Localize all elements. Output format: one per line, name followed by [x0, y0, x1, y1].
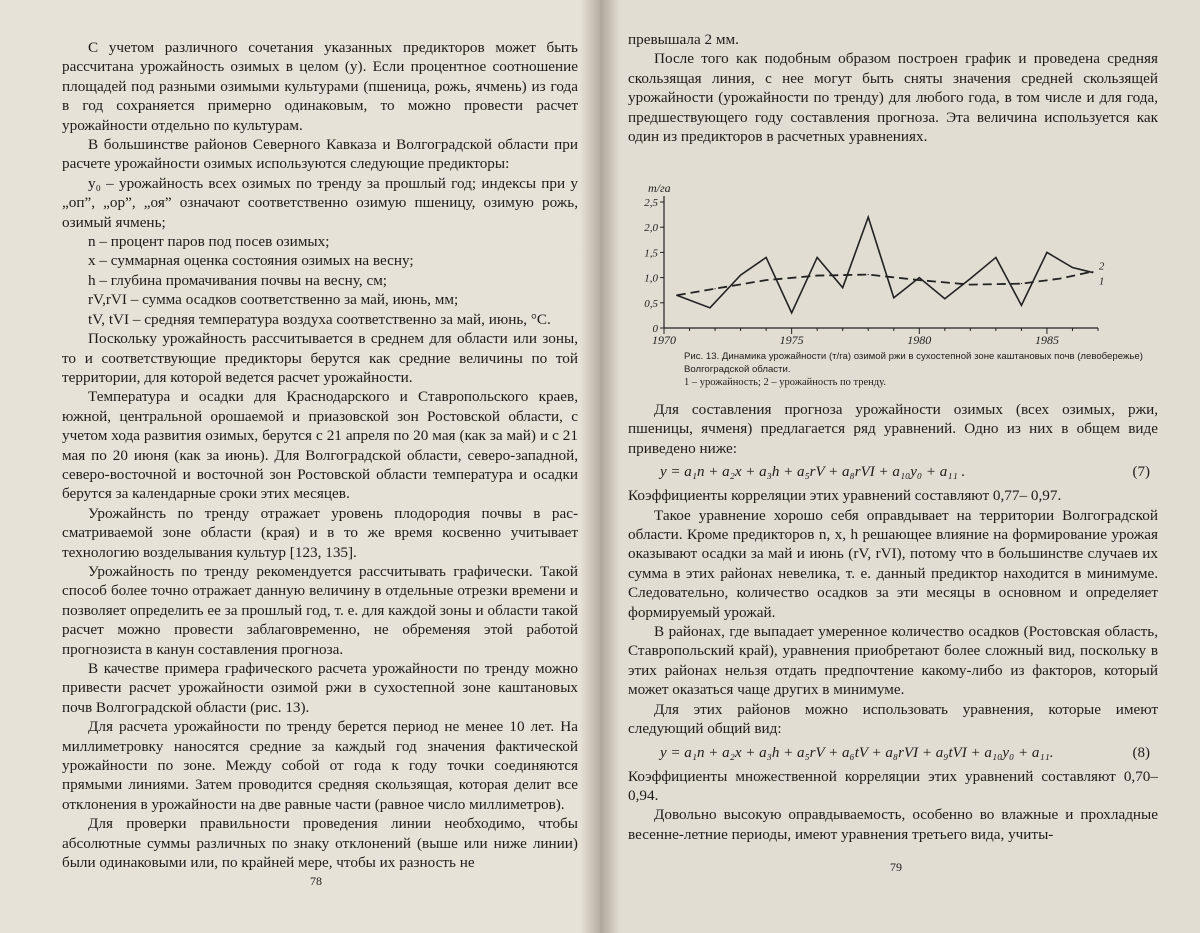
- x-tick-label: 1975: [779, 333, 804, 347]
- data-point: [919, 277, 920, 278]
- paragraph: Для этих районов можно использовать уравнения, которые имеют следующий общий вид:: [628, 700, 1158, 738]
- right-page-top-body: [628, 30, 1158, 146]
- data-point: [676, 295, 677, 296]
- paragraph: В районах, где выпадает умеренное количество осадков (Ростовская область, Ставропольский край), уравнения приобретают более сложный вид, поскольку в этих районах нельзя отдать предпочтение какому-либо из факторов, который может оказаться чаще других в минимуме.: [628, 623, 1158, 699]
- data-point: [1072, 267, 1073, 268]
- book-gutter: [580, 0, 620, 933]
- data-point: [766, 257, 767, 258]
- paragraph: После того как подобным образом построен график и проведена средняя скользящая линия, с нее могут быть сняты значения средней скользящей урожайности (урожайности по тренду) для любого года, в том числе и для года, предшествующего году составления прогноза. Эта величина используется как один из предикторов в расчетных уравнениях.: [628, 50, 1158, 146]
- data-point: [1092, 271, 1093, 272]
- data-point: [842, 287, 843, 288]
- caption-legend: 1 – урожайность; 2 – урожайность по тренду.: [684, 377, 886, 388]
- formula-7-expression: y = a₁n + a₂x + a₃h + a₅rV + a₈rVI + a₁₀y₀ + a₁₁ .: [660, 464, 966, 481]
- data-point: [970, 278, 971, 279]
- data-point: [1021, 305, 1022, 306]
- paragraph: Поскольку урожайность рассчитывается в среднем для области или зоны, то и соответствующие предикторы берутся как средние величины по той территории, для которой ведется расчет урожайности.: [62, 330, 578, 386]
- data-point: [709, 307, 710, 308]
- data-point: [868, 274, 869, 275]
- paragraph: В большинстве районов Северного Кавказа и Волгоградской области при расчете урожайности озимых используются следующие предикторы:: [62, 136, 578, 173]
- data-point: [791, 312, 792, 313]
- paragraph: превышала 2 мм.: [628, 31, 739, 48]
- left-page-body: [62, 38, 578, 872]
- y-tick-label: 0: [652, 323, 658, 335]
- data-point: [944, 298, 945, 299]
- data-point: [740, 274, 741, 275]
- data-point: [970, 284, 971, 285]
- paragraph: Такое уравнение хорошо себя оправдывает на территории Волгоградской области. Кроме предикторов n, x, h решающее влияние на формирование урожая оказывают осадки за май и июнь (rV, rVI), потому что в большинстве случаев их сумма в этих районах невелика, т. е. данный предиктор находится в минимуме. Следовательно, количество осадков за эти месяцы в основном и определяет формируемый урожай.: [628, 506, 1158, 621]
- data-point: [817, 257, 818, 258]
- paragraph: Коэффициенты множественной корреляции этих уравнений составляют 0,70– 0,94.: [628, 767, 1158, 804]
- yield-chart: [628, 180, 1148, 350]
- paragraph: Для составления прогноза урожайности озимых (всех озимых, ржи, пшеницы, ячменя) предлагается ряд уравнений. Одно из них в общем виде приведено ниже:: [628, 401, 1158, 457]
- predictor-item: h – глубина промачивания почвы на весну, см;: [88, 271, 388, 289]
- right-page-lower-body: [628, 400, 1158, 844]
- y-tick-label: 1,5: [644, 247, 658, 260]
- paragraph: Урожайнсть по тренду отражает уровень плодородия почвы в рассматриваемой зоне области (края) и в то же время косвенно учитывает технологию возделывания культур [123, 135].: [62, 504, 578, 561]
- data-point: [714, 288, 715, 289]
- data-point: [893, 297, 894, 298]
- data-point: [817, 275, 818, 276]
- formula-8-number: (8): [1132, 744, 1150, 761]
- predictor-item: y₀ – урожайность всех озимых по тренду за прошлый год; индексы при y „оп”, „ор”, „оя” означают соответственно озимую пшеницу, озимую рожь, озимый ячмень;: [62, 174, 578, 231]
- y-tick-label: 1,0: [644, 272, 658, 285]
- paragraph: Для расчета урожайности по тренду берется период не менее 10 лет. На миллиметровку наносятся средние за каждый год значения фактической урожайности по зоне. Между собой от года к году точки соединяются прямыми линиями. Затем проводится средняя скользящая, которая делит все отклонения в урожайности на две равные части (равное число миллиметров).: [62, 718, 578, 813]
- chart-series-group: [676, 217, 1093, 314]
- predictor-item: rV,rVI – сумма осадков соответственно за май, июнь, мм;: [88, 291, 459, 309]
- predictor-item: tV, tVI – средняя температура воздуха соответственно за май, июнь, °С.: [88, 310, 551, 328]
- chart-labels: [644, 181, 1105, 347]
- paragraph: С учетом различного сочетания указанных предикторов может быть рассчитана урожайность озимых в целом (y). Если процентное соотношение площадей под разными озимыми культурами (пшеница, рожь, ячмень) из года в год сохраняется примерно одинаковым, то можно провести расчет урожайности отдельно по культурам.: [62, 39, 578, 134]
- predictor-item: n – процент паров под посев озимых;: [88, 233, 330, 251]
- paragraph: Коэффициенты корреляции этих уравнений составляют 0,77– 0,97.: [628, 487, 1062, 505]
- x-tick-label: 1970: [652, 333, 676, 347]
- series-line-1: [677, 217, 1093, 313]
- y-tick-label: 2,5: [644, 197, 658, 209]
- data-point: [919, 280, 920, 281]
- paragraph: Урожайность по тренду рекомендуется рассчитывать графически. Такой способ более точно отражает данную величину в отдельные отрезки времени и позволяет определить ее за прошлый год, т. е. для каждой зоны и области такой расчет можно провести заблаговременно, не обременяя этой работой прогнозиста в канун составления прогноза.: [62, 562, 578, 658]
- chart-axes: [660, 196, 1098, 334]
- caption-title: Рис. 13. Динамика урожайности (т/га) озимой ржи в сухостепной зоне каштановых почв (левобережье) Волгоградской области.: [684, 351, 1143, 375]
- formula-8-expression: y = a₁n + a₂x + a₃h + a₅rV + a₆tV + a₈rVI + a₉tVI + a₁₀y₀ + a₁₁.: [660, 744, 1054, 761]
- data-point: [868, 217, 869, 218]
- y-axis-label: т/га: [648, 181, 671, 195]
- data-point: [1046, 252, 1047, 253]
- page-number-left: 78: [310, 874, 322, 888]
- y-tick-label: 0,5: [644, 297, 658, 310]
- data-point: [766, 280, 767, 281]
- page-number-right: 79: [890, 860, 902, 874]
- predictor-item: x – суммарная оценка состояния озимых на весну;: [88, 252, 414, 270]
- series-label-2: 2: [1098, 260, 1105, 273]
- paragraph: Довольно высокую оправдываемость, особенно во влажные и прохладные весенне-летние периоды, имеют уравнения третьего вида, учиты-: [628, 806, 1158, 843]
- data-point: [1021, 283, 1022, 284]
- formula-8: [628, 739, 1158, 767]
- series-label-1: 1: [1098, 275, 1105, 288]
- data-point: [1059, 278, 1060, 279]
- data-point: [995, 257, 996, 258]
- x-tick-label: 1980: [907, 333, 932, 347]
- formula-7: [628, 458, 1158, 486]
- figure-caption: [684, 350, 1144, 389]
- paragraph: Для проверки правильности проведения линии необходимо, чтобы абсолютные суммы различных по знаку отклонений (выше или ниже линии) были одинаковыми или, по крайней мере, чтобы их разность не: [62, 815, 578, 872]
- paragraph: Температура и осадки для Краснодарского и Ставропольского краев, южной, центральной орошаемой и приазовской зон Ростовской области, с учетом хода развития озимых, берутся с 21 апреля по 20 мая (как за май) и с 21 мая по 20 июня (как за июнь). Для Волгоградской области, северо-западной, северо-восточной и восточной зон Ростовской области температура и осадки берутся за календарные сроки этих месяцев.: [62, 388, 578, 503]
- x-tick-label: 1985: [1034, 333, 1059, 347]
- series-line-2: [677, 272, 1093, 296]
- formula-7-number: (7): [1132, 464, 1150, 481]
- paragraph: В качестве примера графического расчета урожайности по тренду можно привести расчет урожайности озимой ржи в сухостепной зоне каштановых почв Волгоградской области (рис. 13).: [62, 660, 578, 716]
- y-tick-label: 2,0: [644, 222, 658, 235]
